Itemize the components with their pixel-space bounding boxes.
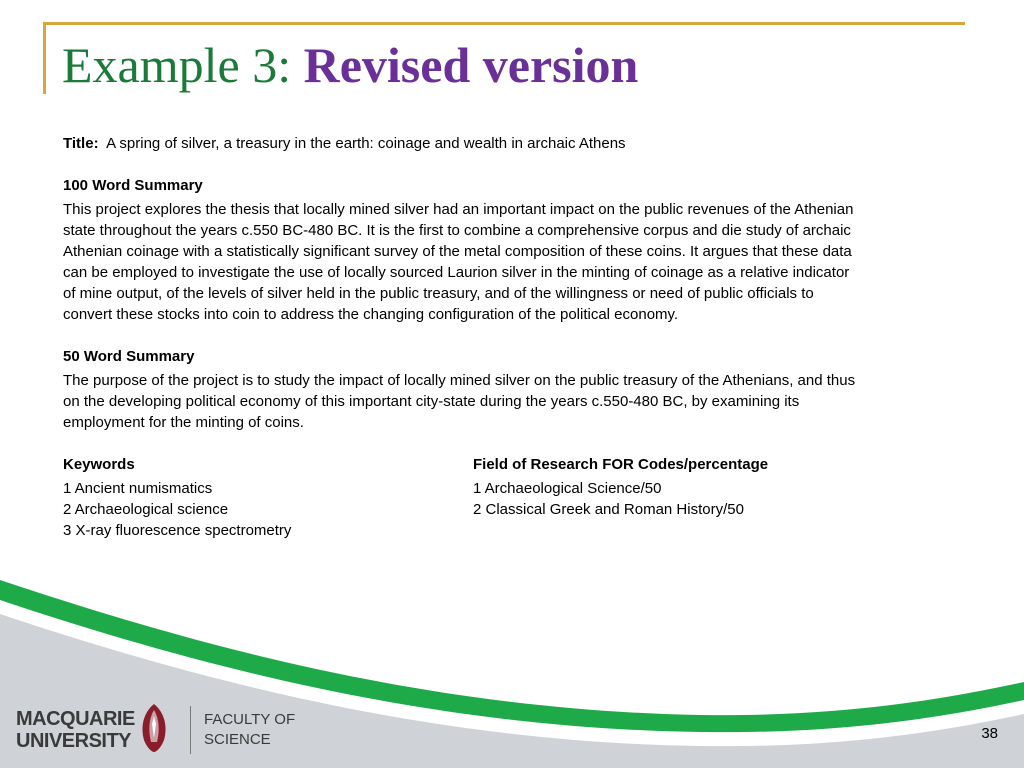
university-wordmark xyxy=(16,708,135,752)
project-title-label: Title: xyxy=(63,135,99,152)
keywords-and-codes xyxy=(63,454,968,541)
for-code-item: 1 Archaeological Science/50 xyxy=(473,480,662,497)
frame-left-line xyxy=(43,22,46,94)
lighthouse-emblem-icon xyxy=(134,702,174,754)
project-title-line xyxy=(63,133,968,154)
keyword-item: 1 Ancient numismatics xyxy=(63,480,213,497)
summary50-line: on the developing political economy of this important city-state during the years c.550-480 BC, by examining its xyxy=(63,393,800,410)
summary100-heading: 100 Word Summary xyxy=(63,177,203,194)
slide-title-plain: Example 3: xyxy=(62,37,292,93)
summary50-line: employment for the minting of coins. xyxy=(63,414,304,431)
slide-title-emphasis: Revised version xyxy=(303,37,639,93)
summary100-line: convert these stocks into coin to address the changing configuration of the political economy. xyxy=(63,306,679,323)
university-name-line1: MACQUARIE xyxy=(16,708,135,730)
summary100-line: Athenian coinage with a statistically significant survey of the metal composition of these coins. It argues that these data xyxy=(63,243,852,260)
summary100-line: of mine output, of the levels of silver held in the public treasury, and of the willingness or need of public officials to xyxy=(63,285,814,302)
logo-divider xyxy=(190,706,191,754)
page-number: 38 xyxy=(981,725,998,742)
project-title-value: A spring of silver, a treasury in the earth: coinage and wealth in archaic Athens xyxy=(106,135,626,152)
keyword-item: 3 X-ray fluorescence spectrometry xyxy=(63,522,292,539)
summary100-line: state throughout the years c.550 BC-480 BC. It is the first to combine a comprehensive corpus and die study of archaic xyxy=(63,222,851,239)
for-codes-column xyxy=(473,454,968,541)
university-logo xyxy=(16,700,316,760)
frame-top-line xyxy=(43,22,965,25)
keywords-heading: Keywords xyxy=(63,456,135,473)
summary100-line: can be employed to investigate the use of locally sourced Laurion silver in the minting of coinage as a relative indicator xyxy=(63,264,850,281)
university-name-line2: UNIVERSITY xyxy=(16,730,132,752)
keyword-item: 2 Archaeological science xyxy=(63,501,229,518)
slide-title xyxy=(62,37,639,93)
faculty-name-line2: SCIENCE xyxy=(204,731,271,748)
for-codes-heading: Field of Research FOR Codes/percentage xyxy=(473,456,769,473)
keywords-column xyxy=(63,454,473,541)
for-code-item: 2 Classical Greek and Roman History/50 xyxy=(473,501,744,518)
slide-content xyxy=(63,133,968,541)
summary100-line: This project explores the thesis that locally mined silver had an important impact on the public revenues of the Athenian xyxy=(63,201,854,218)
faculty-wordmark xyxy=(204,710,295,750)
summary50-heading: 50 Word Summary xyxy=(63,348,195,365)
summary50-line: The purpose of the project is to study the impact of locally mined silver on the public treasury of the Athenians, and thus xyxy=(63,372,856,389)
faculty-name-line1: FACULTY OF xyxy=(204,711,296,728)
